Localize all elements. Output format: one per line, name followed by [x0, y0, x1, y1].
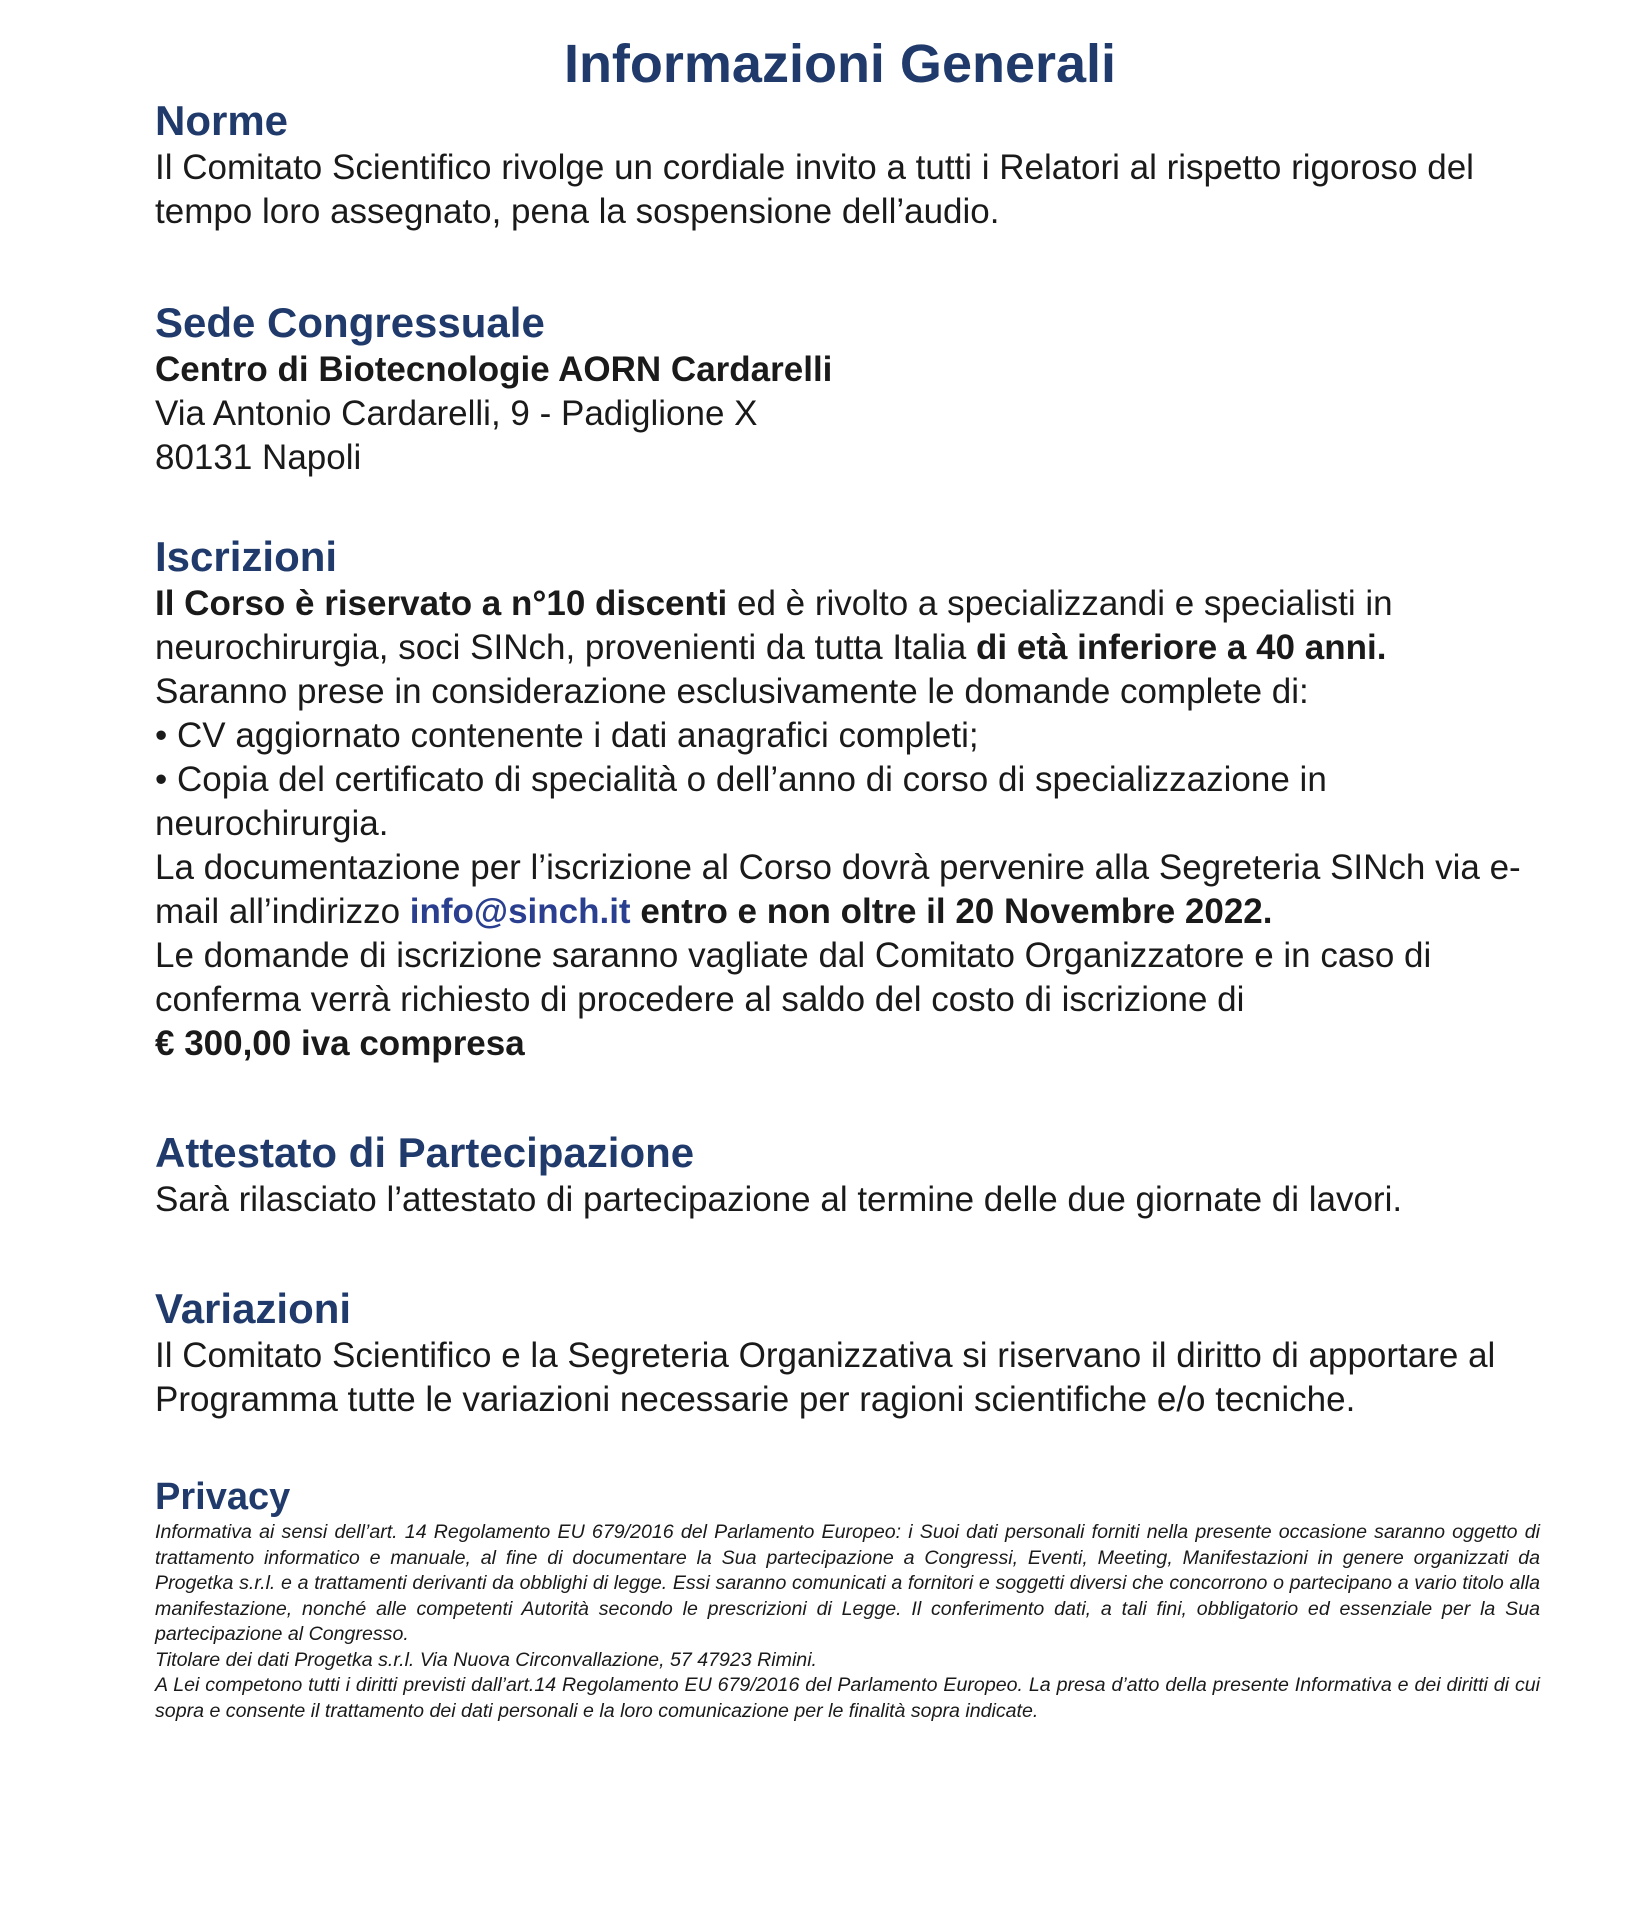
- attestato-text: Sarà rilasciato l’attestato di partecipazione al termine delle due giornate di lavori.: [155, 1180, 1403, 1219]
- iscrizioni-paragraph-4: Le domande di iscrizione saranno vagliate dal Comitato Organizzatore e in caso di conferma verrà richiesto di procedere al saldo del costo di iscrizione di: [155, 936, 1432, 1019]
- privacy-data-controller: Titolare dei dati Progetka s.r.l. Via Nuova Circonvallazione, 57 47923 Rimini.: [155, 1648, 817, 1671]
- venue-address-line2: 80131 Napoli: [155, 438, 362, 477]
- iscrizioni-paragraph-3: [155, 846, 1540, 934]
- iscrizioni-paragraph-2: Saranno prese in considerazione esclusivamente le domande complete di:: [155, 672, 1309, 711]
- norme-text: Il Comitato Scientifico rivolge un cordiale invito a tutti i Relatori al rispetto rigoroso del tempo loro assegnato, pena la sospensione dell’audio.: [155, 148, 1474, 231]
- iscrizioni-bullet-certificate: • Copia del certificato di specialità o dell’anno di corso di specializzazione in neurochirurgia.: [155, 760, 1327, 843]
- iscrizioni-age-limit: di età inferiore a 40 anni.: [976, 628, 1387, 667]
- venue-address-line1: Via Antonio Cardarelli, 9 - Padiglione X: [155, 394, 758, 433]
- section-attestato: [155, 1128, 1540, 1222]
- iscrizioni-course-limit: Il Corso è riservato a n°10 discenti: [155, 584, 728, 623]
- section-heading-iscrizioni: Iscrizioni: [155, 533, 338, 580]
- section-iscrizioni: [155, 532, 1540, 1066]
- venue-name: Centro di Biotecnologie AORN Cardarelli: [155, 350, 833, 389]
- section-variazioni: [155, 1284, 1540, 1422]
- iscrizioni-audience: ed è rivolto a specializzandi e specialisti in neurochirurgia, soci SINch, provenienti da tutta Italia: [155, 584, 1393, 667]
- section-norme: [155, 96, 1540, 234]
- iscrizioni-bullet-cv: • CV aggiornato contenente i dati anagrafici completi;: [155, 716, 979, 755]
- section-heading-attestato: Attestato di Partecipazione: [155, 1129, 695, 1176]
- section-sede: [155, 298, 1540, 480]
- iscrizioni-deadline: entro e non oltre il 20 Novembre 2022.: [630, 892, 1273, 931]
- iscrizioni-price: € 300,00 iva compresa: [155, 1024, 525, 1063]
- section-heading-sede: Sede Congressuale: [155, 299, 545, 346]
- section-heading-norme: Norme: [155, 97, 289, 144]
- privacy-rights: A Lei competono tutti i diritti previsti dall’art.14 Regolamento EU 679/2016 del Parlamento Europeo. La presa d’atto della presente Informativa e dei diritti di cui sopra e consente il trattamento dei dati personali e la loro comunicazione per le finalità sopra indicate.: [155, 1674, 1540, 1722]
- section-heading-privacy: Privacy: [155, 1476, 291, 1518]
- document-content: [155, 96, 1540, 1724]
- page-title: Informazioni Generali: [563, 34, 1117, 94]
- section-heading-variazioni: Variazioni: [155, 1285, 352, 1332]
- iscrizioni-paragraph-1: [155, 582, 1540, 670]
- privacy-notice: Informativa ai sensi dell’art. 14 Regolamento EU 679/2016 del Parlamento Europeo: i Suoi dati personali forniti nella presente occasione saranno oggetto di trattamento informatico e manuale, al fine di documentare la Sua partecipazione a Congressi, Eventi, Meeting, Manifestazioni in genere organizzati da Progetka s.r.l. e a trattamenti derivanti da obblighi di legge. Essi saranno comunicati a fornitori e soggetti diversi che concorrono o partecipano a vario titolo alla manifestazione, nonché alle competenti Autorità secondo le prescrizioni di Legge. Il conferimento dati, a tali fini, obbligatorio ed essenziale per la Sua partecipazione al Congresso.: [155, 1521, 1540, 1645]
- email-link[interactable]: info@sinch.it: [409, 892, 631, 931]
- variazioni-text: Il Comitato Scientifico e la Segreteria Organizzativa si riservano il diritto di apportare al Programma tutte le variazioni necessarie per ragioni scientifiche e/o tecniche.: [155, 1336, 1496, 1419]
- section-privacy: [155, 1474, 1540, 1724]
- iscrizioni-submission-text: La documentazione per l’iscrizione al Corso dovrà pervenire alla Segreteria SINch via e-mail all’indirizzo: [155, 848, 1521, 931]
